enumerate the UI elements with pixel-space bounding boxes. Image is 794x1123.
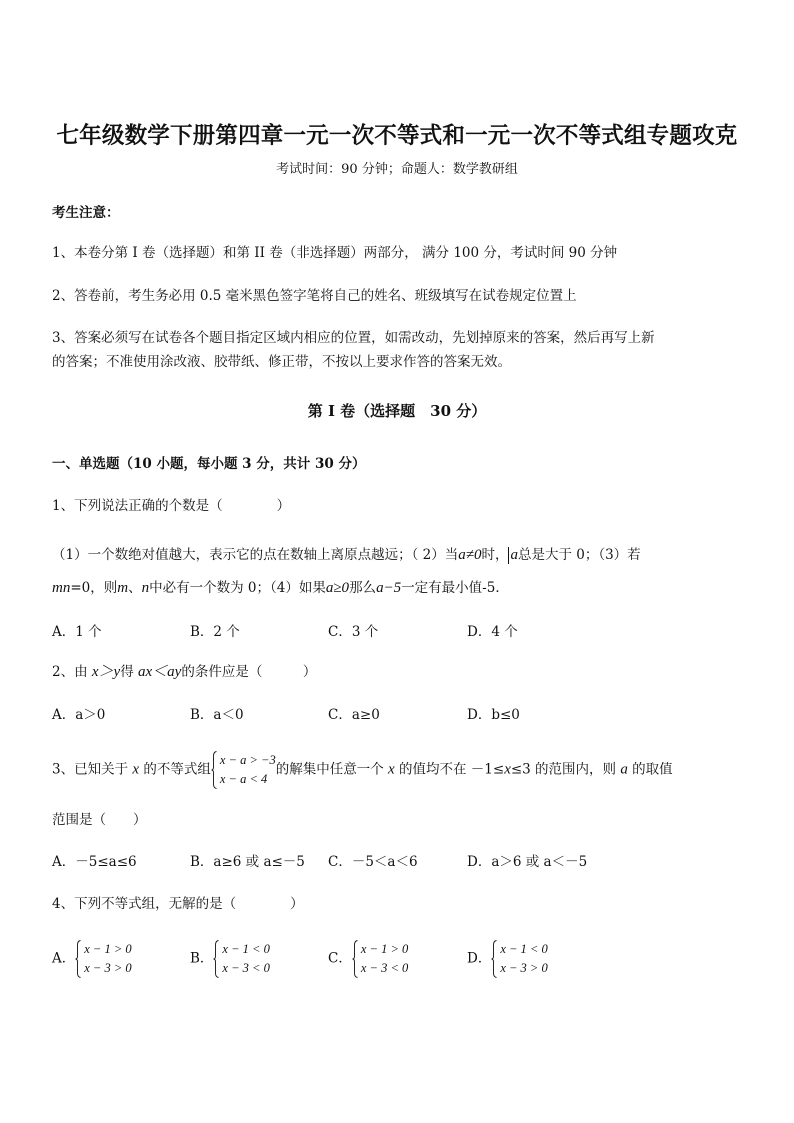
q1-text: =0，则 [70,580,118,596]
q3-text: 3、已知关于 [52,761,129,778]
q1-var: m [117,580,129,596]
notice-item-2: 2、答卷前，考生务必用 0.5 毫米黑色签字笔将自己的姓名、班级填写在试卷规定位置上 [52,288,577,304]
q4-option-c[interactable] [328,940,408,978]
q4-system-row: x − 3 < 0 [360,961,409,975]
q4-system-row: x − 1 > 0 [84,942,132,956]
q3-inequality-system [211,751,276,789]
q3-var: a [620,761,628,778]
q3-text: 的取值 [632,761,673,778]
q4-option-label: C． [328,950,352,967]
q4-system-row: x − 1 > 0 [360,942,409,956]
left-brace-icon [491,940,497,978]
q1-var: mn [52,580,71,596]
q3-var: x [132,761,140,778]
q1-text: 、 [128,580,142,596]
q4-system-row: x − 3 > 0 [84,961,132,975]
section-title: 第 I 卷（选择题 30 分） [307,402,487,420]
left-brace-icon [211,751,217,789]
q2-option-a[interactable]: A．a＞0 [52,707,106,723]
q2-option-c[interactable]: C．a≥0 [328,707,380,723]
q1-text: （1）一个数绝对值越大，表示它的点在数轴上离原点越远；（ 2）当 [52,547,459,563]
question-3-stem [52,751,673,789]
q4-option-label: A． [52,950,76,967]
part-heading: 一、单选题（10 小题，每小题 3 分，共计 30 分） [52,456,366,472]
question-3-line-2: 范围是（ ） [52,812,147,828]
q3-system-row-1: x − a > −3 [219,753,276,767]
q3-var: x [504,761,511,778]
left-brace-icon [75,940,81,978]
q1-text: 那么 [349,580,377,596]
q3-text: 的值均不在 －1≤ [398,761,505,778]
q1-option-d[interactable]: D．4 个 [467,624,518,640]
notice-item-3-cont: 的答案；不准使用涂改液、胶带纸、修正带，不按以上要求作答的答案无效。 [52,354,511,370]
q1-text: 时， [481,547,509,563]
q1-expression: a−5 [376,580,402,596]
question-4-stem: 4、下列不等式组，无解的是（ ） [52,896,304,912]
q2-text: 2、由 [52,664,88,680]
exam-meta: 考试时间：90 分钟；命题人：数学教研组 [276,162,518,177]
q1-text: 总是大于 0；（3）若 [517,547,641,563]
q4-system-row: x − 1 < 0 [222,942,270,956]
question-1-stem: 1、下列说法正确的个数是（ ） [52,498,291,514]
q3-var: x [388,761,395,778]
q2-condition: x＞y [91,664,121,680]
q1-option-b[interactable]: B．2 个 [190,624,240,640]
question-2-stem [52,660,316,681]
q4-inequality-system [491,940,547,978]
q4-option-label: B． [190,950,214,967]
q3-option-a[interactable]: A．－5≤a≤6 [52,854,137,870]
q1-absolute-value: a [510,547,518,563]
q1-text: 中必有一个数为 0；（4）如果 [149,580,326,596]
q4-system-row: x − 3 < 0 [222,961,270,975]
q4-inequality-system [213,940,269,978]
q2-option-d[interactable]: D．b≤0 [467,707,520,723]
left-brace-icon [352,940,358,978]
q1-option-a[interactable]: A．1 个 [52,624,102,640]
q4-inequality-system [352,940,408,978]
q4-option-label: D． [467,950,492,967]
notice-item-3: 3、答案必须写在试卷各个题目指定区域内相应的位置，如需改动，先划掉原来的答案，然后再写上新 [52,330,655,346]
page-title: 七年级数学下册第四章一元一次不等式和一元一次不等式组专题攻克 [56,123,738,149]
q4-system-row: x − 1 < 0 [500,942,548,956]
q2-text: 得 [120,664,134,680]
q3-text: 的解集中任意一个 [275,761,384,778]
q3-system-row-2: x − a < 4 [219,772,268,786]
q3-text: ≤3 的范围内，则 [510,761,617,778]
q3-option-b[interactable]: B．a≥6 或 a≤－5 [190,854,305,870]
q3-text: 的不等式组 [143,761,211,778]
q2-condition: ax＜ay [138,664,182,680]
q4-option-a[interactable] [52,940,132,978]
q2-option-b[interactable]: B．a＜0 [190,707,244,723]
q1-condition: a≥0 [325,580,350,596]
q1-text: 一定有最小值-5． [401,580,509,596]
q3-option-d[interactable]: D．a＞6 或 a＜－5 [467,854,588,870]
notice-heading: 考生注意： [52,205,120,221]
q4-option-b[interactable] [190,940,270,978]
q1-condition: a≠0 [458,547,482,563]
question-1-line-1 [52,543,641,564]
q3-option-c[interactable]: C．－5＜a＜6 [328,854,418,870]
left-brace-icon [213,940,219,978]
question-1-line-2 [52,576,509,597]
q1-var: n [141,580,150,596]
q2-text: 的条件应是（ ） [181,664,317,680]
notice-item-1: 1、本卷分第 I 卷（选择题）和第 II 卷（非选择题）两部分， 满分 100 分，考试时间 90 分钟 [52,245,618,261]
q4-option-d[interactable] [467,940,548,978]
q1-option-c[interactable]: C．3 个 [328,624,379,640]
q4-inequality-system [75,940,131,978]
q4-system-row: x − 3 > 0 [500,961,548,975]
